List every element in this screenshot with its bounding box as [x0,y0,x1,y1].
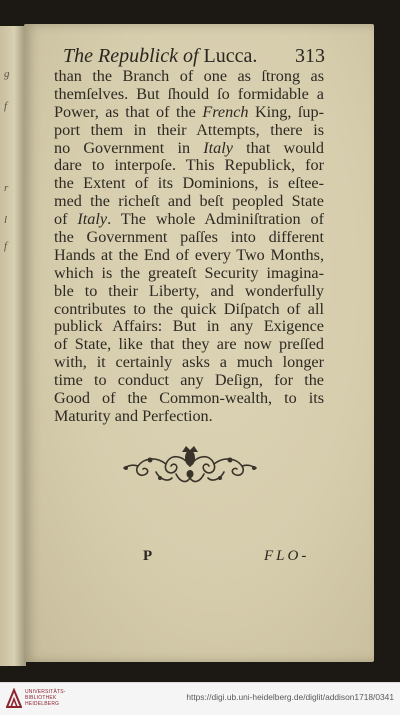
text-line: themſelves. But ſhould ſo formidable a [54,84,324,103]
text-line: dare to interpoſe. This Republick, for [54,156,324,175]
facing-page-mark: f [4,100,8,112]
text-line: no Government in Italy that would [54,138,324,157]
facing-page-edge [0,26,26,666]
text-line: Power, as that of the French King, ſup- [54,102,324,121]
library-name[interactable] [25,689,66,707]
text-line: ble to their Liberty, and wonderfully [54,281,324,300]
library-name-line: BIBLIOTHEK [25,695,57,701]
text-line: Good of the Common-wealth, to its [54,389,324,408]
facing-page-mark: l [4,214,8,226]
text-line: port them in their Attempts, there is [54,120,324,139]
permalink-url[interactable]: https://digi.ub.uni-heidelberg.de/diglit/addison1718/0341 [186,692,394,702]
library-name-line: HEIDELBERG [25,701,60,707]
page-number: 313 [295,45,325,67]
text-line: med the richeſt and beſt peopled State [54,192,324,211]
facing-page-mark: r [4,182,9,194]
facing-page-mark: g [4,68,10,80]
text-line: the Government paſſes into different [54,228,324,247]
text-line: time to conduct any Deſign, for the [54,371,324,390]
running-head-title: The Republick of [63,45,199,67]
running-head-place: Lucca. [203,45,258,67]
facing-page-mark: f [4,240,8,252]
floral-ornament-icon [120,444,260,488]
italic-word: Italy [203,138,233,157]
text-line: than the Branch of one as ſtrong as [54,67,324,85]
text-line: which is the greateſt Security imagina- [54,263,324,282]
italic-word: Italy [77,210,108,229]
viewer-footer [0,682,400,715]
italic-word: French [202,102,249,121]
text-line: with, it certainly asks a much longer [54,353,324,372]
text-line: Hands at the End of every Two Months, [54,245,324,264]
text-line: Maturity and Perfection. [54,406,213,425]
university-library-logo-icon[interactable] [6,688,22,708]
catchword: FLO- [264,548,310,564]
library-name-line: UNIVERSITÄTS- [25,689,66,695]
text-line: the Extent of its Dominions, is eſtee- [54,174,324,193]
text-line: contributes to the quick Diſpatch of all [54,299,324,318]
running-head [63,44,325,68]
text-line: publick Affairs: But in any Exigence [54,317,324,336]
body-text [54,68,324,426]
signature-mark: P [143,548,153,564]
text-line: of Italy. The whole Adminiſtration of [54,210,325,229]
text-line: of State, like that they are now preſſed [54,335,324,354]
